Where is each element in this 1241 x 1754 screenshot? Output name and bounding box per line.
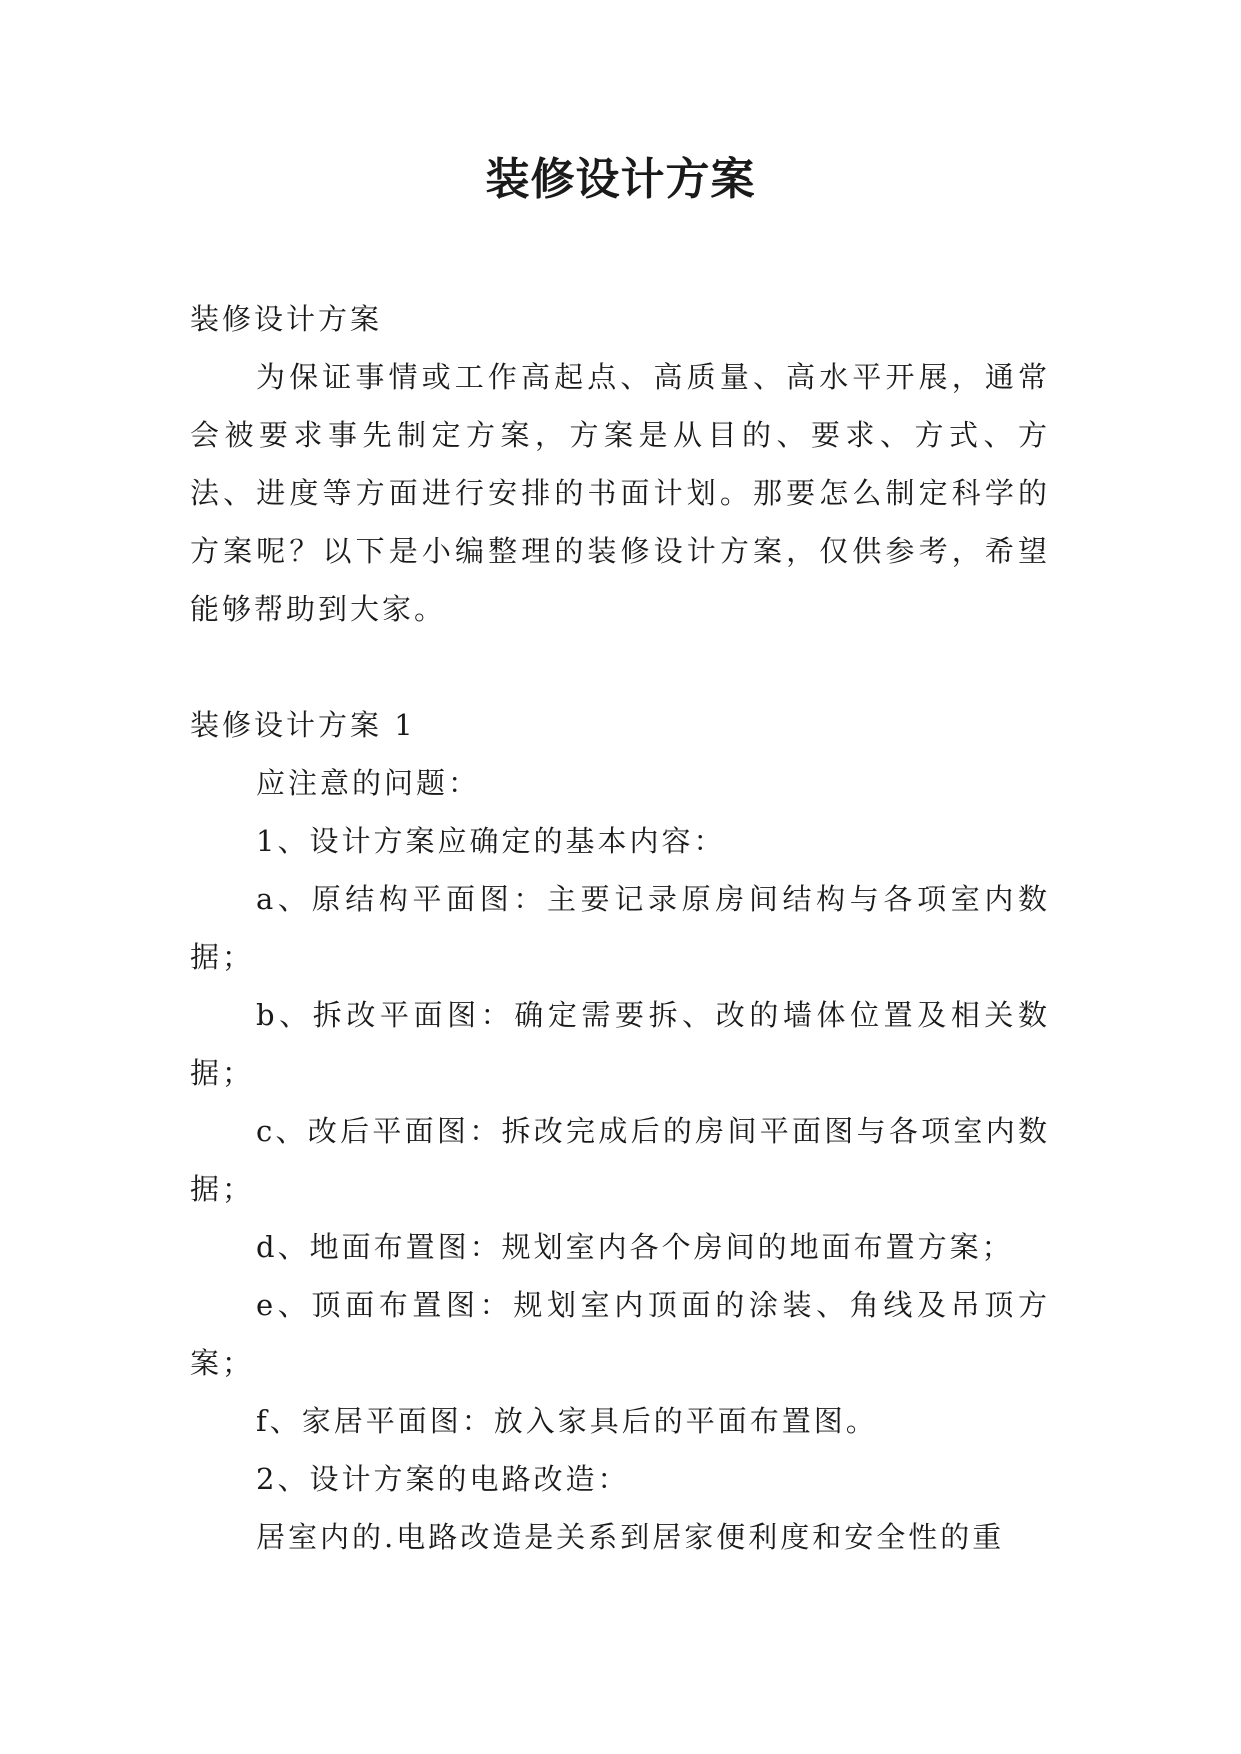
document-body: [190, 290, 1050, 1566]
paragraph: 2、设计方案的电路改造：: [256, 1462, 630, 1496]
document-title: 装修设计方案: [485, 154, 756, 205]
paragraph: f、家居平面图：放入家具后的平面布置图。: [256, 1404, 878, 1438]
paragraph: a、原结构平面图：主要记录原房间结构与各项室内数据；: [190, 882, 1050, 974]
paragraph: 1、设计方案应确定的基本内容：: [256, 824, 726, 858]
paragraph: c、改后平面图：拆改完成后的房间平面图与各项室内数据；: [190, 1114, 1050, 1206]
paragraph: b、拆改平面图：确定需要拆、改的墙体位置及相关数据；: [190, 998, 1050, 1090]
paragraph: 应注意的问题：: [256, 766, 481, 800]
section1-heading: 装修设计方案 1: [190, 708, 416, 742]
paragraph: d、地面布置图：规划室内各个房间的地面布置方案；: [256, 1230, 1014, 1264]
paragraph: e、顶面布置图：规划室内顶面的涂装、角线及吊顶方案；: [190, 1288, 1050, 1380]
intro-paragraph: 为保证事情或工作高起点、高质量、高水平开展，通常会被要求事先制定方案，方案是从目的、要求、方式、方法、进度等方面进行安排的书面计划。那要怎么制定科学的方案呢？以下是小编整理的装修设计方案，仅供参考，希望能够帮助到大家。: [190, 360, 1050, 626]
paragraph-gap: [190, 638, 1050, 696]
section-heading: 装修设计方案: [190, 302, 383, 336]
paragraph: 居室内的.电路改造是关系到居家便利度和安全性的重: [256, 1520, 1005, 1554]
